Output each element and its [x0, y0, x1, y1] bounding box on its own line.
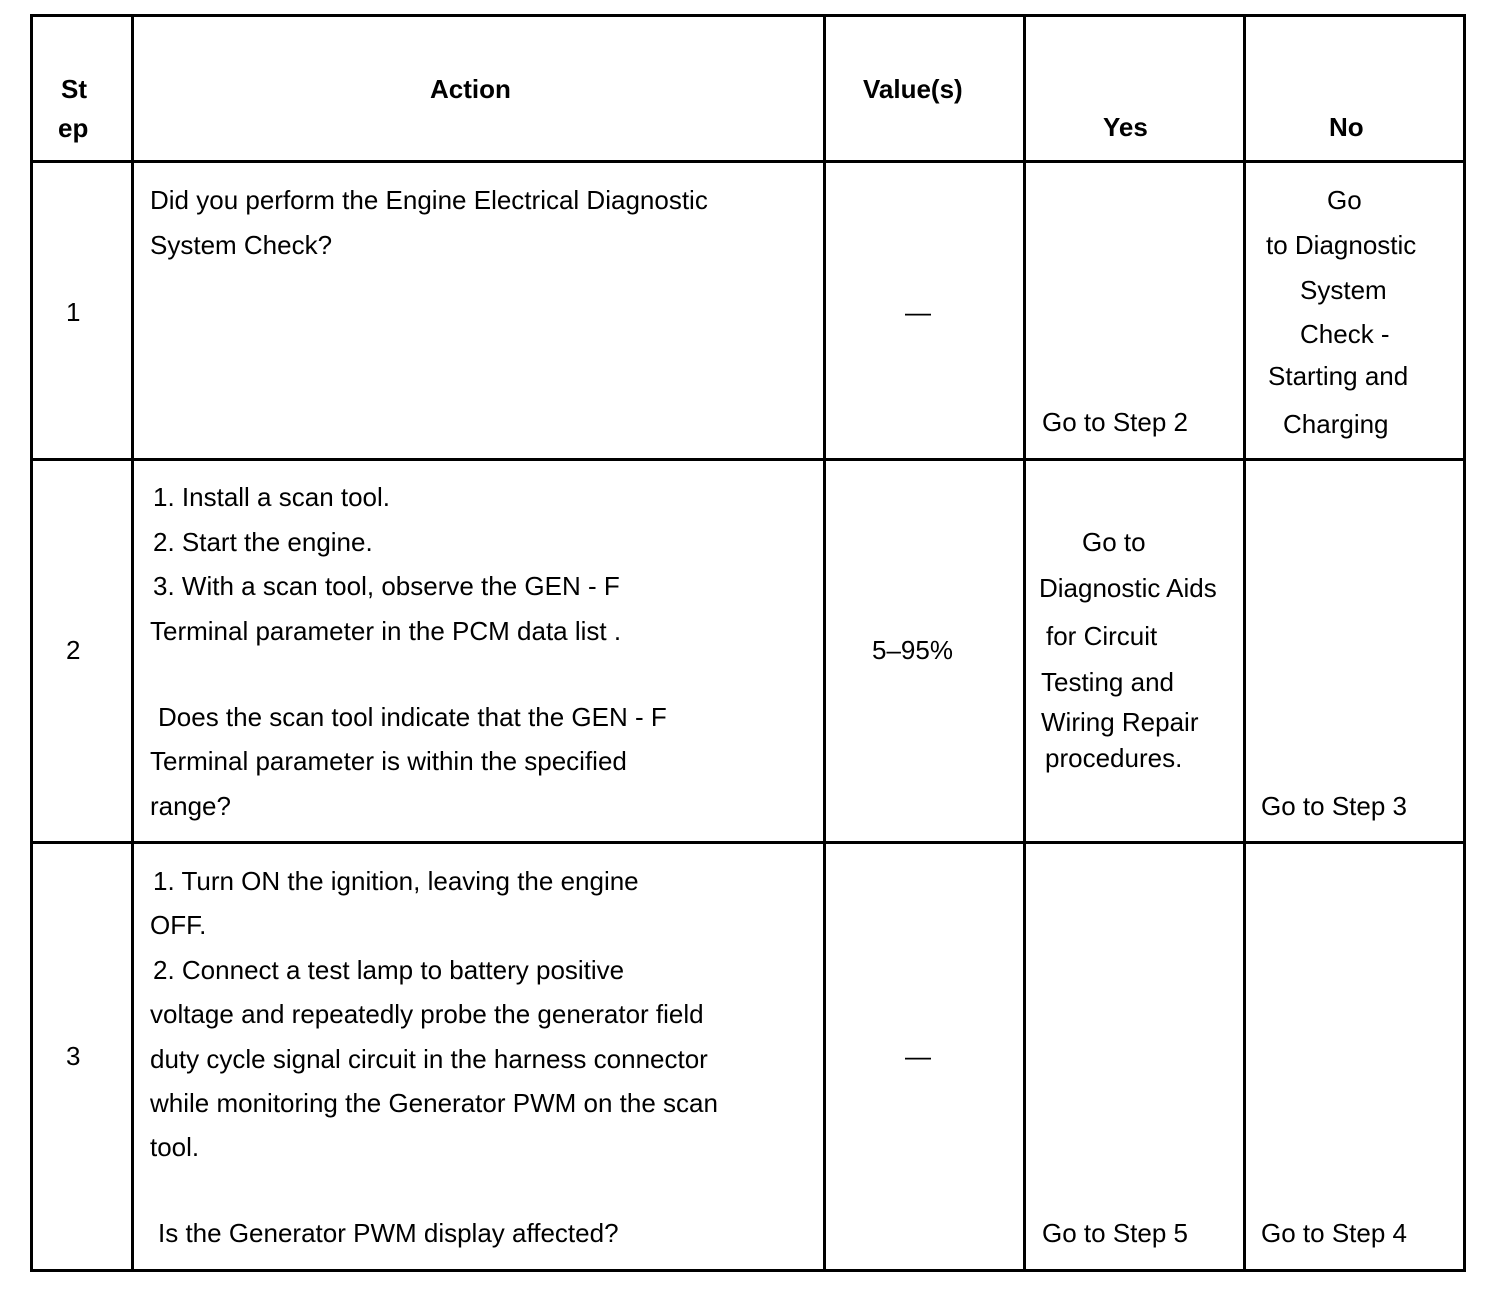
row3-action-line8: Is the Generator PWM display affected?: [158, 1218, 619, 1248]
row3-action-line5: duty cycle signal circuit in the harness connector: [150, 1044, 708, 1074]
row1-yes: Go to Step 2: [1042, 407, 1188, 437]
row2-yes-line4: Testing and: [1041, 667, 1174, 697]
row2-action-line6: Terminal parameter is within the specified: [150, 746, 627, 776]
row2-yes-line1: Go to: [1082, 527, 1146, 557]
header-yes: Yes: [1103, 112, 1148, 142]
table-border-top: [30, 14, 1466, 17]
row2-action-line1: 1. Install a scan tool.: [153, 482, 391, 512]
col-divider-no: [1243, 14, 1246, 1272]
col-divider-value: [823, 14, 826, 1272]
header-action: Action: [430, 74, 511, 104]
header-no: No: [1329, 112, 1364, 142]
row2-yes-line2: Diagnostic Aids: [1039, 573, 1217, 603]
col-divider-action: [131, 14, 134, 1272]
row1-no-line1: Go: [1327, 185, 1362, 215]
table-border-left: [30, 14, 33, 1272]
row1-value: —: [905, 297, 931, 327]
row2-action-line5: Does the scan tool indicate that the GEN - F: [158, 702, 667, 732]
row2-action-line4: Terminal parameter in the PCM data list .: [150, 616, 622, 646]
row1-step: 1: [66, 297, 81, 327]
row1-no-line3: System: [1300, 275, 1387, 305]
row2-no: Go to Step 3: [1261, 791, 1407, 821]
row2-yes-line6: procedures.: [1045, 743, 1183, 773]
header-values: Value(s): [863, 74, 963, 104]
row3-yes: Go to Step 5: [1042, 1218, 1188, 1248]
table-border-bottom: [30, 1269, 1466, 1272]
row2-action-line2: 2. Start the engine.: [153, 527, 373, 557]
row-divider-1: [30, 458, 1466, 461]
row3-action-line1: 1. Turn ON the ignition, leaving the engine: [153, 866, 639, 896]
row3-action-line3: 2. Connect a test lamp to battery positive: [153, 955, 625, 985]
row2-step: 2: [66, 635, 81, 665]
header-step-part2: ep: [58, 113, 89, 143]
row1-no-line6: Charging: [1283, 409, 1389, 439]
row3-action-line6: while monitoring the Generator PWM on the scan: [150, 1088, 718, 1118]
row3-action-line2: OFF.: [150, 910, 207, 940]
header-step-part1: St: [61, 74, 87, 104]
row1-no-line4: Check -: [1300, 319, 1390, 349]
row1-action-line1: Did you perform the Engine Electrical Diagnostic: [150, 185, 708, 215]
row2-value: 5–95%: [872, 635, 953, 665]
table-border-right: [1463, 14, 1466, 1272]
row3-step: 3: [66, 1041, 81, 1071]
row2-yes-line3: for Circuit: [1046, 621, 1158, 651]
row3-value: —: [905, 1041, 931, 1071]
row1-no-line2: to Diagnostic: [1266, 230, 1417, 260]
header-divider: [30, 160, 1466, 163]
row2-yes-line5: Wiring Repair: [1041, 707, 1199, 737]
row3-action-line7: tool.: [150, 1132, 200, 1162]
row-divider-2: [30, 841, 1466, 844]
row2-action-line7: range?: [150, 791, 231, 821]
row3-no: Go to Step 4: [1261, 1218, 1407, 1248]
row1-no-line5: Starting and: [1268, 361, 1409, 391]
row1-action-line2: System Check?: [150, 230, 333, 260]
row2-action-line3: 3. With a scan tool, observe the GEN - F: [153, 571, 620, 601]
row3-action-line4: voltage and repeatedly probe the generator field: [150, 999, 704, 1029]
col-divider-yes: [1023, 14, 1026, 1272]
